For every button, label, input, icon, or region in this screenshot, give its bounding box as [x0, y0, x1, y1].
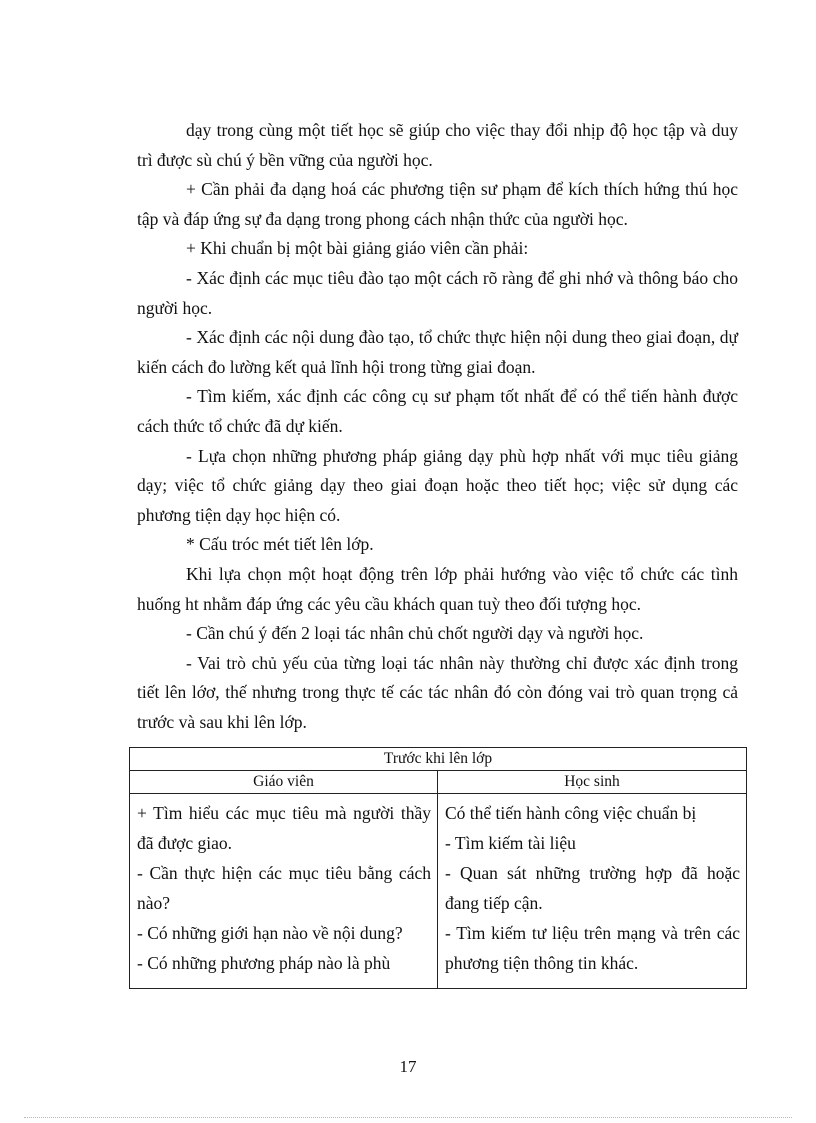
- page-number: 17: [399, 1057, 417, 1076]
- student-item: - Tìm kiếm tư liệu trên mạng và trên các phương tiện thông tin khác.: [445, 923, 740, 973]
- body-text: [137, 116, 738, 737]
- paragraph: Khi lựa chọn một hoạt động trên lớp phải hướng vào việc tổ chức các tình huống ht nhằm đáp ứng các yêu cầu khách quan tuỳ theo đối tượng học.: [137, 563, 738, 614]
- page-bottom-divider: [24, 1117, 792, 1118]
- paragraph: + Khi chuẩn bị một bài giảng giáo viên cần phải:: [186, 238, 529, 259]
- table-title: Trước khi lên lớp: [130, 748, 747, 771]
- paragraph: + Cần phải đa dạng hoá các phương tiện sư phạm để kích thích hứng thú học tập và đáp ứng sự đa dạng trong phong cách nhận thức của người học.: [137, 179, 738, 229]
- column-header-teacher: Giáo viên: [130, 771, 438, 794]
- paragraph: - Xác định các nội dung đào tạo, tổ chức thực hiện nội dung theo giai đoạn, dự kiến cách đo lường kết quả lĩnh hội trong từng giai đoạn.: [137, 327, 738, 377]
- teacher-item: - Cần thực hiện các mục tiêu bằng cách nào?: [137, 863, 431, 913]
- paragraph: - Vai trò chủ yếu của từng loại tác nhân này thường chỉ được xác định trong tiết lên lớơ, thế nhưng trong thực tế các tác nhân đó còn đóng vai trò quan trọng cả trước và sau khi lên lớp.: [137, 652, 738, 732]
- paragraph: - Xác định các mục tiêu đào tạo một cách rõ ràng để ghi nhớ và thông báo cho người học.: [137, 267, 738, 318]
- paragraph: - Lựa chọn những phương pháp giảng dạy phù hợp nhất với mục tiêu giảng dạy; việc tổ chức giảng dạy theo giai đoạn hoặc theo tiết học; việc sử dụng các phương tiện dạy học hiện có.: [137, 445, 738, 525]
- column-header-student: Học sinh: [438, 771, 747, 794]
- teacher-item: - Có những phương pháp nào là phù: [137, 953, 391, 973]
- teacher-item: + Tìm hiểu các mục tiêu mà người thầy đã được giao.: [137, 803, 431, 853]
- paragraph: dạy trong cùng một tiết học sẽ giúp cho việc thay đổi nhịp độ học tập và duy trì được sù chú ý bền vững của người học.: [137, 120, 738, 170]
- student-item: - Quan sát những trường hợp đã hoặc đang tiếp cận.: [445, 863, 740, 913]
- paragraph: - Cần chú ý đến 2 loại tác nhân chủ chốt người dạy và người học.: [186, 623, 644, 644]
- student-item: - Tìm kiếm tài liệu: [445, 833, 576, 853]
- paragraph: * Cấu tróc mét tiết lên lớp.: [186, 534, 374, 555]
- teacher-item: - Có những giới hạn nào về nội dung?: [137, 923, 403, 943]
- preparation-table: [129, 747, 747, 989]
- student-item: Có thể tiến hành công việc chuẩn bị: [445, 803, 697, 823]
- student-cell: [438, 794, 747, 989]
- paragraph: - Tìm kiếm, xác định các công cụ sư phạm tốt nhất để có thể tiến hành được cách thức tổ chức đã dự kiến.: [137, 386, 738, 436]
- teacher-cell: [130, 794, 438, 989]
